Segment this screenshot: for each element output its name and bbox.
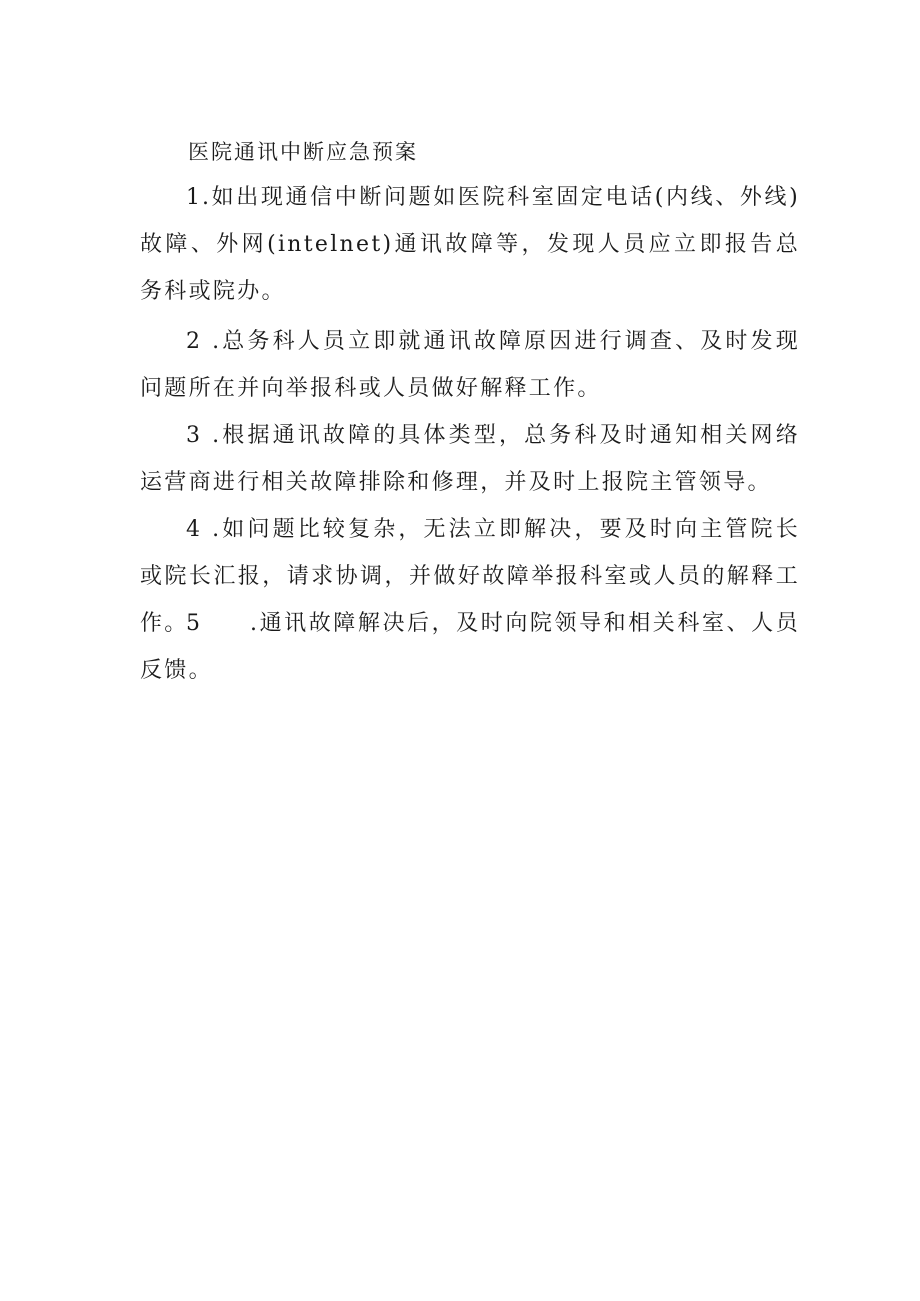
paragraph-text: .如出现通信中断问题如医院科室固定电话(内线、外线)故障、外网(intelnet)通讯故障等，发现人员应立即报告总务科或院办。 [140, 185, 800, 304]
paragraph-5 [140, 600, 800, 694]
document-title: 医院通讯中断应急预案 [188, 140, 418, 164]
paragraph-2 [140, 318, 800, 412]
paragraph-number: 3 [186, 423, 202, 448]
paragraph-text: .如问题比较复杂，无法立即解决，要及时向主管院长或院长汇报，请求协调，并做好故障举报科室或人员的解释工作。 [140, 517, 800, 636]
paragraph-number: 4 [186, 517, 202, 542]
paragraph-text: .总务科人员立即就通讯故障原因进行调查、及时发现问题所在并向举报科或人员做好解释工作。 [140, 329, 800, 401]
paragraph-number: 5 [186, 611, 202, 636]
paragraph-number: 1 [186, 185, 202, 210]
paragraph-number: 2 [186, 329, 202, 354]
paragraph-text: .通讯故障解决后，及时向院领导和相关科室、人员反馈。 [140, 611, 800, 683]
paragraph-text: .根据通讯故障的具体类型，总务科及时通知相关网络运营商进行相关故障排除和修理，并及时上报院主管领导。 [140, 423, 800, 495]
paragraph-3 [140, 412, 800, 506]
paragraph-1 [140, 174, 800, 315]
